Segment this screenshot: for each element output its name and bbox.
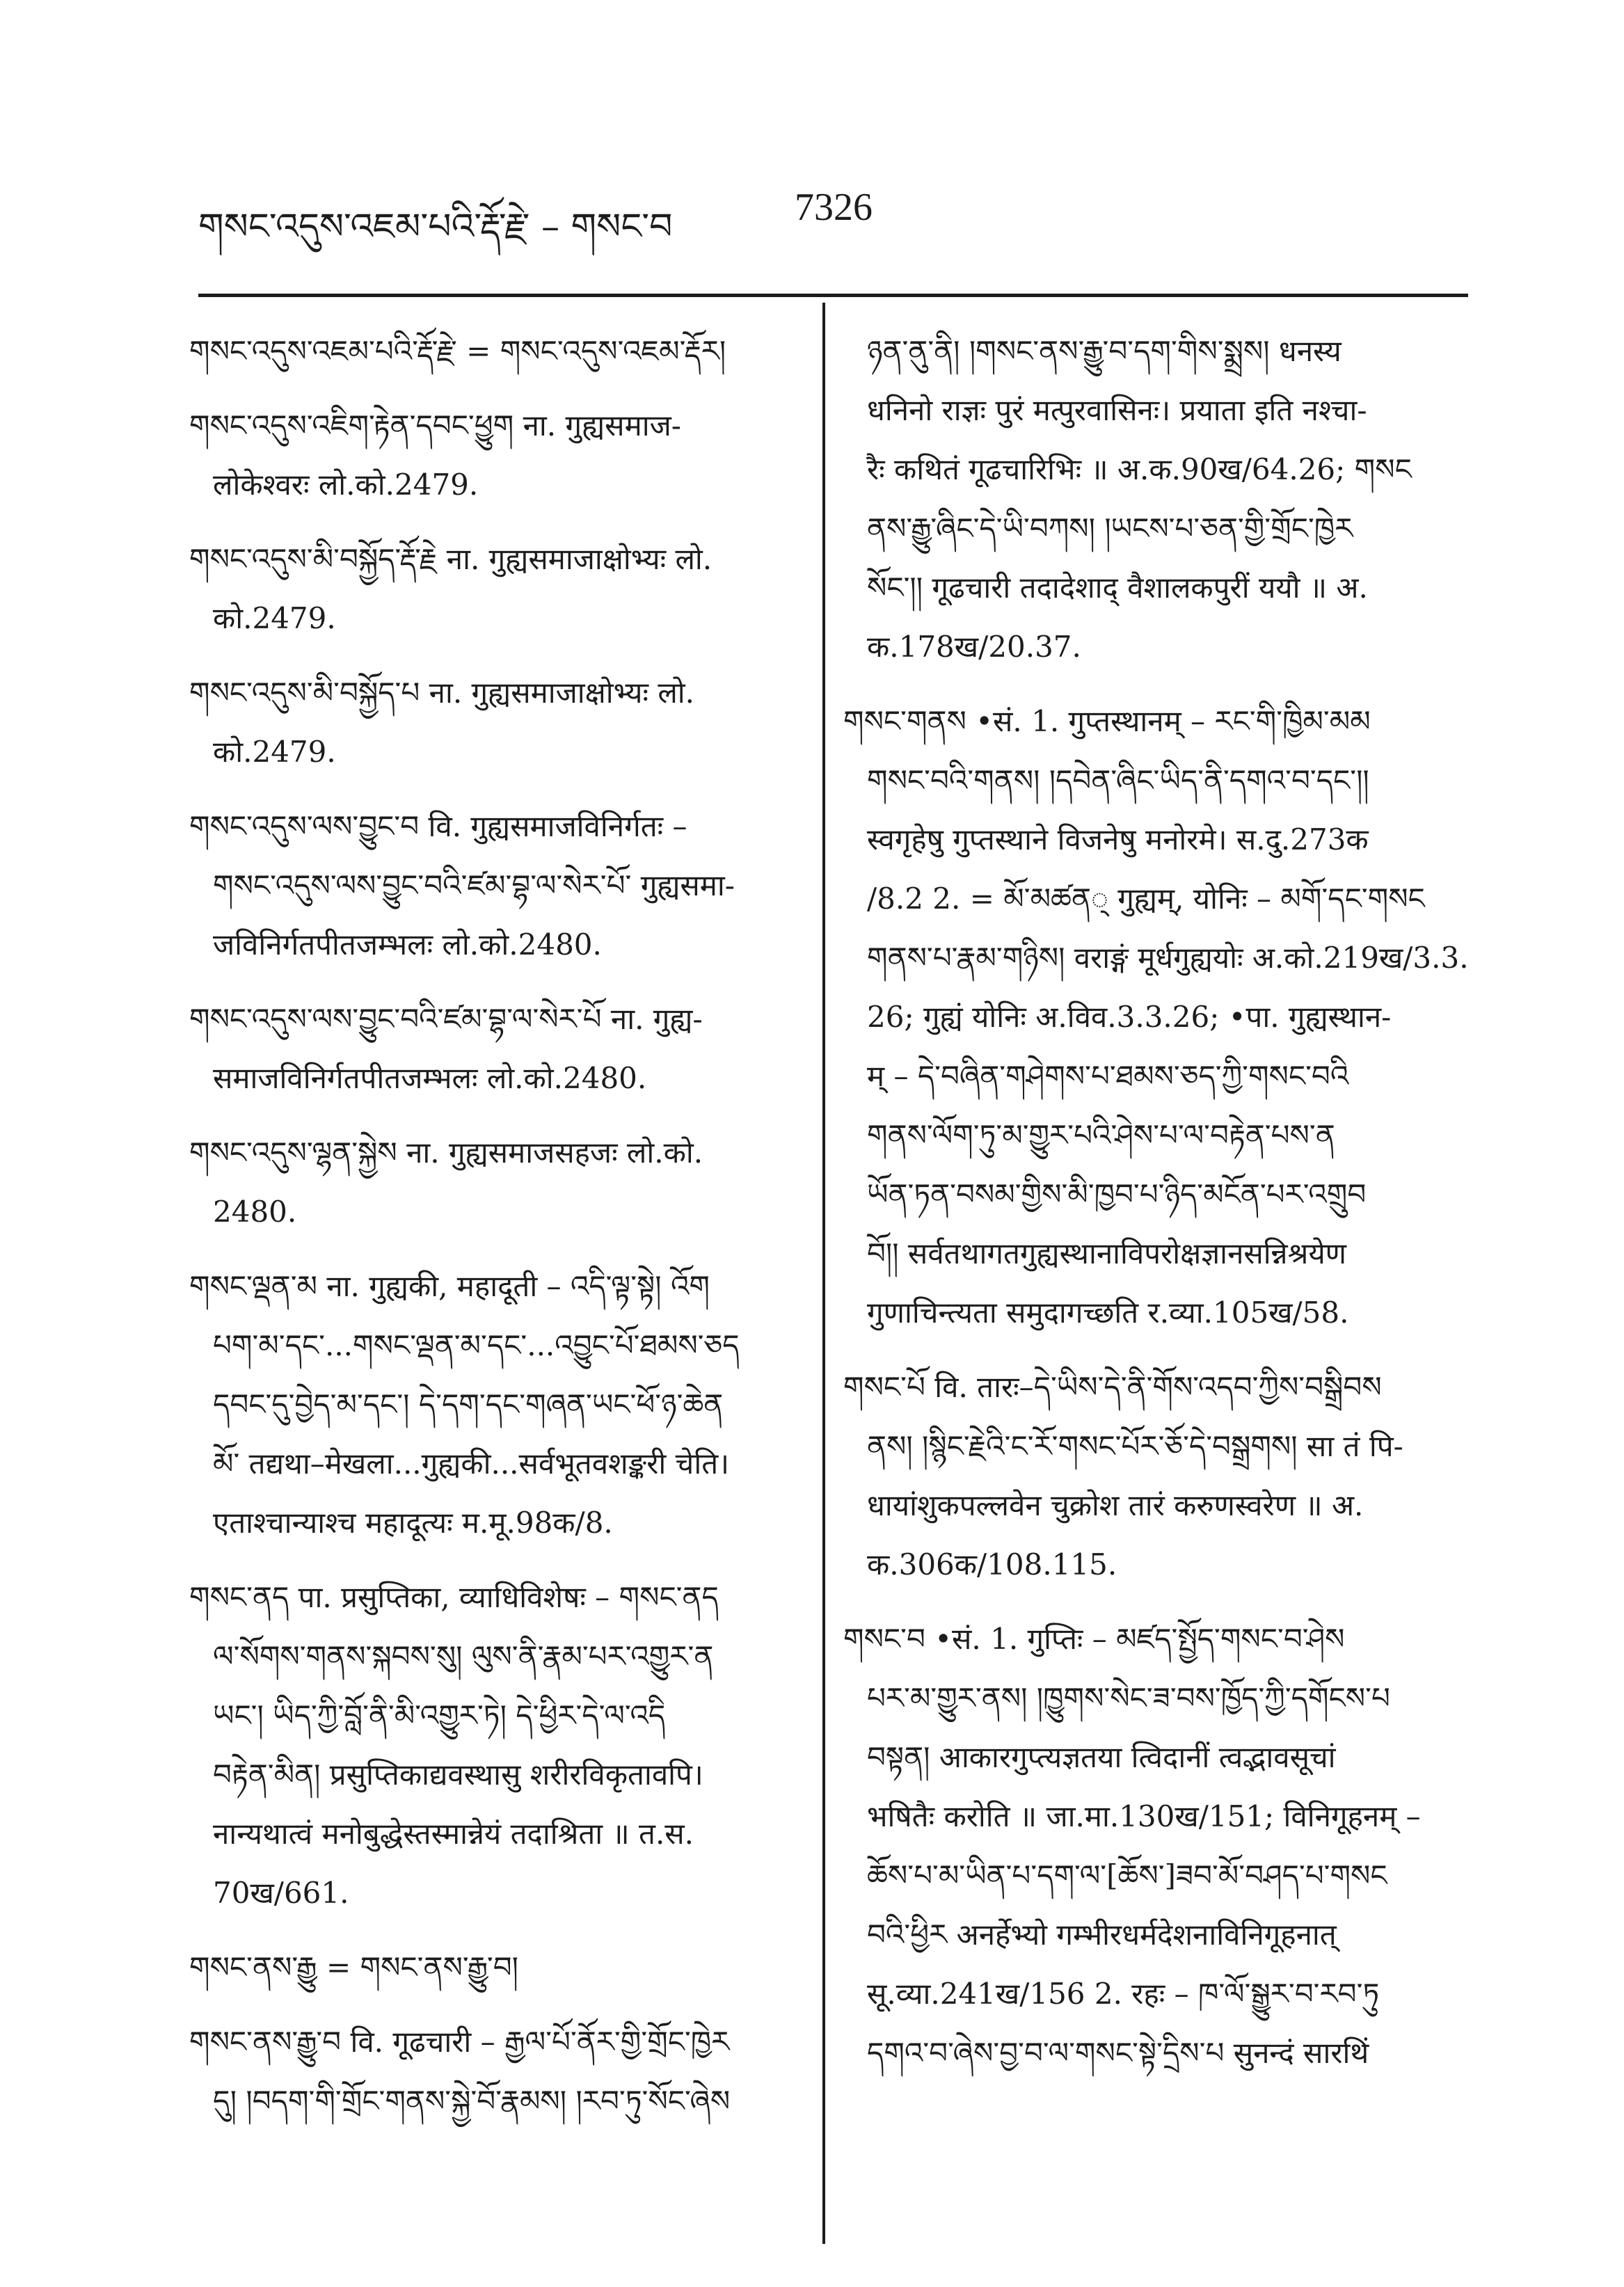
entry-line: བའི་ཕྱིར अनर्हेभ्यो गम्भीरधर्मदेशनाविनिगूहनात् xyxy=(867,1918,1337,1952)
entry-line: ནས་རྒྱུ་ཞིང་དེ་ཡི་བཀས། །ཡངས་པ་ཅན་གྱི་གྲོང་ཁྱེར xyxy=(867,511,1353,545)
entry-line: जविनिर्गतपीतजम्भलः लो.को.2480. xyxy=(213,927,602,962)
entry-line: 70ख/661. xyxy=(213,1876,349,1910)
entry-line: གསང་འདུས་མི་བསྐྱོད་པ ना. गुह्यसमाजाक्षोभ्यः लो. xyxy=(189,676,695,710)
entry xyxy=(189,396,800,514)
column-divider xyxy=(822,303,825,2244)
entry xyxy=(843,1609,1470,2082)
entry-line: དུ། །བདག་གི་གྲོང་གནས་སྐྱེ་བོ་རྣམས། །རབ་ཏུ་སོང་ཞེས xyxy=(213,2084,731,2118)
entry-line: गुणाचिन्त्यता समुदागच्छति र.व्या.105ख/58. xyxy=(867,1296,1349,1330)
entry-line: ཡོན་ཏན་བསམ་གྱིས་མི་ཁྱབ་པ་ཉིད་མངོན་པར་འགྲུབ xyxy=(867,1177,1367,1211)
entry-line: གསང་གནས •सं. 1. गुप्तस्थानम् – རང་གི་ཁྱིམ་མམ xyxy=(843,704,1371,738)
entry-line: धनिनो राज्ञः पुरं मत्पुरवासिनः। प्रयाता इति नश्चा- xyxy=(867,393,1367,427)
entry xyxy=(189,989,800,1108)
entry-line: གསང་ནས་རྒྱུ་བ वि. गूढचारी – རྒྱལ་པོ་ནོར་གྱི་གྲོང་ཁྱེར xyxy=(189,2025,730,2059)
entry xyxy=(843,692,1470,1342)
entry-line: को.2479. xyxy=(213,735,336,769)
entry-line: क.306क/108.115. xyxy=(867,1547,1117,1581)
entry-line: གསང་འདུས་ལས་བྱུང་བའི་ཛམ་བྷ་ལ་སེར་པོ་ गुह्यसमा- xyxy=(213,868,735,902)
entry-line: समाजविनिर्गतपीतजम्भलः लो.को.2480. xyxy=(213,1061,647,1095)
entry xyxy=(189,797,800,974)
entry-line: स्वगृहेषु गुप्तस्थाने विजनेषु मनोरमे। स.दु.273क xyxy=(867,822,1369,856)
entry-line: 26; गुह्यं योनिः अ.विव.3.3.26; •पा. गुह्यस्थान- xyxy=(867,1000,1392,1034)
entry-line: གསང་བའི་གནས། །དབེན་ཞིང་ཡིད་ནི་དགའ་བ་དང་།། xyxy=(867,763,1369,797)
entry-line: གསང་འདུས་འཇམ་པའི་རྡོ་རྗེ་ = གསང་འདུས་འཇམ་རྡོར། xyxy=(189,334,726,368)
entry-line: གསང་ནས་རྒྱུ = གསང་ནས་རྒྱུ་བ། xyxy=(189,1950,518,1984)
entry-line: लोकेश्वरः लो.को.2479. xyxy=(213,468,479,502)
entry xyxy=(189,1568,800,1922)
entry-line: གསང་པོ वि. तारः–དེ་ཡིས་དེ་ནི་གོས་འདབ་ཀྱིས་བསྒྲིབས xyxy=(843,1370,1382,1404)
entry xyxy=(189,1938,800,1997)
entry-line: /8.2 2. = མོ་མཚན् गुह्यम्, योनिः – མགོ་དང་གསང xyxy=(867,882,1425,916)
entry-line: གསང་འདུས་འཇིག་རྟེན་དབང་ཕྱུག ना. गुह्यसमाज- xyxy=(189,408,681,443)
entry-line: གསང་བ •सं. 1. गुप्तिः – མཛད་སྤྱོད་གསང་བ་ཤེས xyxy=(843,1622,1345,1656)
entry xyxy=(189,1123,800,1241)
entry-line: ནས། །སྙིང་རྗེའི་ང་རོ་གསང་པོར་ཅོ་དེ་བསྒྲགས། सा तं पि- xyxy=(867,1429,1403,1463)
entry-line: གསང་འདུས་མི་བསྐྱོད་རྡོ་རྗེ ना. गुह्यसमाजाक्षोभ्यः लो. xyxy=(189,542,713,576)
running-head: གསང་འདུས་འཇམ་པའི་རྡོ་རྗེ་ – གསང་བ xyxy=(198,206,673,248)
entry-line: གསང་ནད पा. प्रसुप्तिका, व्याधिविशेषः – གསང་ནད xyxy=(189,1580,719,1614)
entry-line: དགའ་བ་ཞེས་བྱ་བ་ལ་གསང་སྟེ་དྲིས་པ सुनन्दं सारथिं xyxy=(867,2036,1369,2070)
entry-line: सू.व्या.241ख/156 2. रहः – ཁ་ལོ་སྒྱུར་བ་རབ་ཏུ xyxy=(867,1977,1380,2011)
entry xyxy=(189,2012,800,2130)
entry-line: क.178ख/20.37. xyxy=(867,630,1081,664)
entry-line: གསང་འདུས་ལས་བྱུང་བ वि. गुह्यसमाजविनिर्गतः – xyxy=(189,809,687,843)
entry-line: གསང་ལྡན་མ ना. गुह्यकी, महादूती – འདི་ལྟ་སྟེ། འོག xyxy=(189,1269,710,1303)
entry-line: པག་མ་དང་...གསང་ལྡན་མ་དང་...འབྱུང་པོ་ཐམས་ཅད xyxy=(213,1328,740,1362)
header-rule xyxy=(198,294,1468,297)
right-column xyxy=(843,321,1470,2098)
entry-line: བསྟན། आकारगुप्त्यज्ञतया त्विदानीं त्वद्भावसूचां xyxy=(867,1740,1336,1774)
entry-line: नान्यथात्वं मनोबुद्धेस्तस्मान्नेयं तदाश्रिता ॥ त.स. xyxy=(213,1817,694,1851)
entry-line: གནས་པ་རྣམ་གཉིས། वराङ्गं मूर्धगुह्ययोः अ.को.219ख/3.3. xyxy=(867,941,1469,975)
entry-line: མོ་ तद्यथा–मेखला...गुह्यकी...सर्वभूतवशङ्करी चेति। xyxy=(213,1447,730,1481)
left-column xyxy=(189,321,800,2146)
entry-line: ཉན་ནུ་ནི། །གསང་ནས་རྒྱུ་བ་དག་གིས་སྨྲས། धनस्य xyxy=(867,334,1342,368)
entry-line: एताश्चान्याश्च महादूत्यः म.मू.98क/8. xyxy=(213,1506,613,1540)
entry-line: 2480. xyxy=(213,1195,297,1229)
entry-line: ཆོས་པ་མ་ཡིན་པ་དག་ལ་[ཆོས་]ཟབ་མོ་བཤད་པ་གསང xyxy=(867,1858,1387,1892)
entry-line: ཡང་། ཡིད་ཀྱི་བློ་ནི་མི་འགྱུར་ཏེ། དེ་ཕྱིར་དེ་ལ་འདི xyxy=(213,1698,666,1732)
entry-line: པར་མ་གྱུར་ནས། །ཁྱུགས་སེང་ཟ་བས་ཁྱོད་ཀྱི་དགོངས་པ xyxy=(867,1681,1390,1715)
entry-line: སོང་།། गूढचारी तदादेशाद् वैशालकपुरीं ययौ ॥ अ. xyxy=(867,571,1368,605)
entry-line: དབང་དུ་བྱེད་མ་དང་། དེ་དག་དང་གཞན་ཡང་ཕོ་ཉ་ཆེན xyxy=(213,1387,724,1421)
entry-line: रैः कथितं गूढचारिभिः ॥ अ.क.90ख/64.26; གསང xyxy=(867,452,1412,486)
entry xyxy=(843,321,1470,676)
entry-line: གནས་ལོག་ཏུ་མ་གྱུར་པའི་ཤེས་པ་ལ་བརྟེན་པས་ན xyxy=(867,1118,1335,1152)
page-number: 7326 xyxy=(795,186,873,229)
entry xyxy=(189,529,800,648)
entry-line: གསང་འདུས་ལས་བྱུང་བའི་ཛམ་བྷ་ལ་སེར་པོ ना. गुह्य- xyxy=(189,1002,703,1036)
entry xyxy=(843,1357,1470,1594)
entry xyxy=(189,1257,800,1552)
entry-line: म् – དེ་བཞིན་གཤེགས་པ་ཐམས་ཅད་ཀྱི་གསང་བའི xyxy=(867,1059,1349,1093)
entry-line: བོ།། सर्वतथागतगुह्यस्थानाविपरोक्षज्ञानसन्निश्रयेण xyxy=(867,1236,1347,1270)
entry-line: भषितैः करोति ॥ जा.मा.130ख/151; विनिगूहनम् – xyxy=(867,1799,1421,1833)
entry-line: को.2479. xyxy=(213,601,336,635)
entry xyxy=(189,663,800,781)
entry xyxy=(189,321,800,381)
entry-line: བརྟེན་མིན། प्रसुप्तिकाद्यवस्थासु शरीरविकृतावपि। xyxy=(213,1758,703,1792)
entry-line: ལ་སོགས་གནས་སྐབས་སུ། ལུས་ནི་རྣམ་པར་འགྱུར་ན xyxy=(213,1639,714,1673)
entry-line: གསང་འདུས་ལྷན་སྐྱེས ना. गुह्यसमाजसहजः लो.को. xyxy=(189,1135,703,1170)
entry-line: धायांशुकपल्लवेन चुक्रोश तारं करुणस्वरेण ॥ अ. xyxy=(867,1488,1364,1522)
